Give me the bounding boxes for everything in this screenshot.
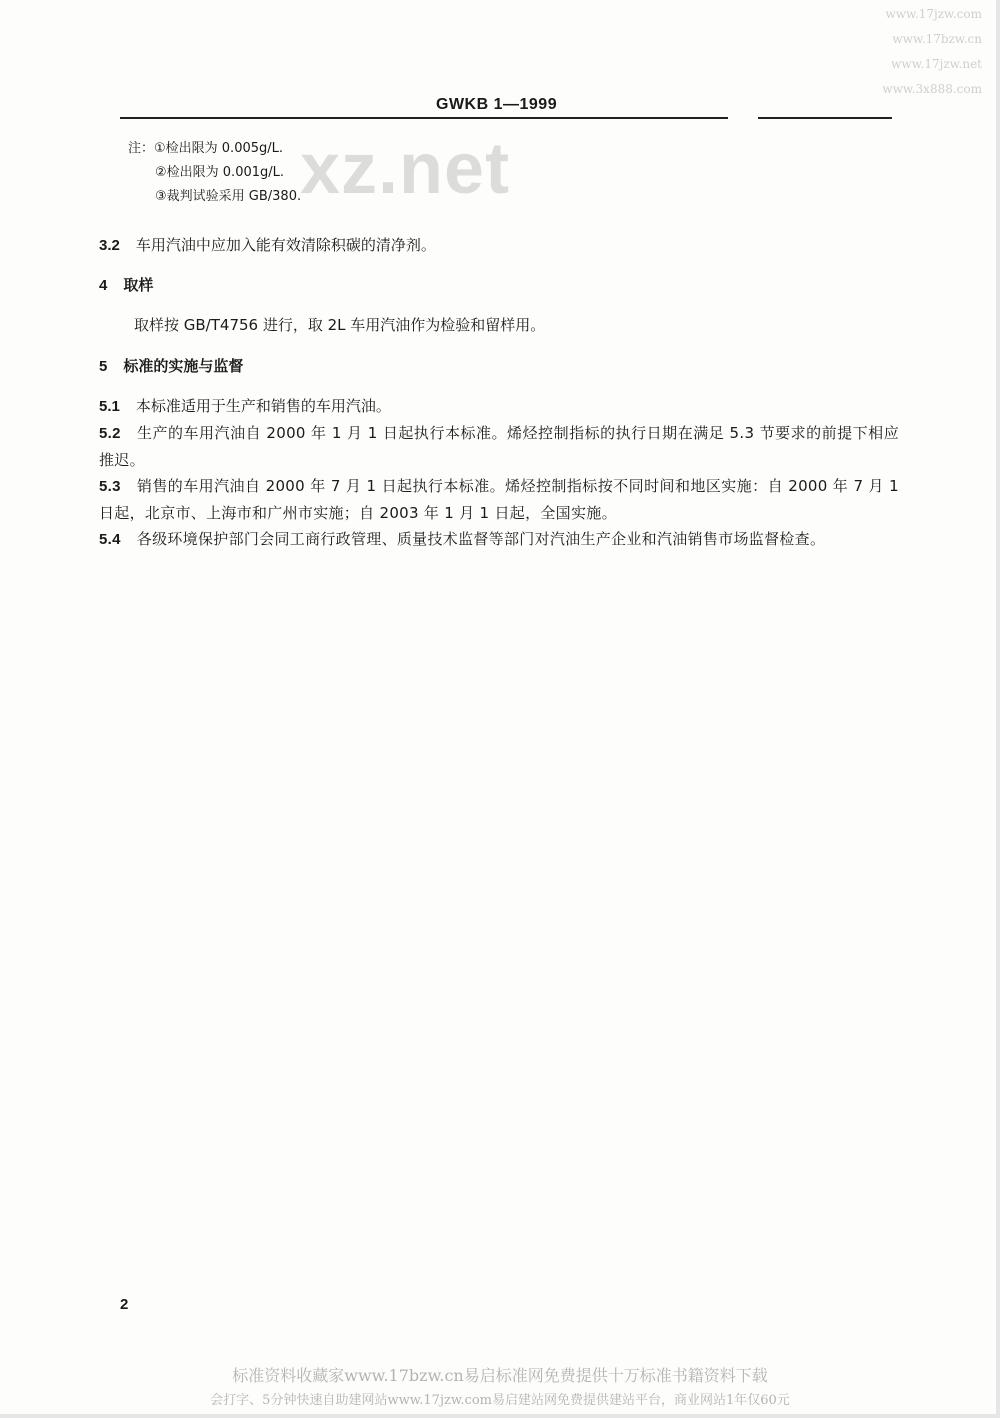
document-code: GWKB 1—1999 <box>436 96 558 113</box>
footer-watermark-line: 会打字、5分钟快速自助建网站www.17jzw.com易启建站网免费提供建站平台，商业网站1年仅60元 <box>210 1393 790 1408</box>
clause-text: 销售的车用汽油自 2000 年 7 月 1 日起执行本标准。烯烃控制指标按不同时间和地区实施：自 2000 年 7 月 1 日起，北京市、上海市和广州市实施；自 2003 年 1 月 1 日起，全国实施。 <box>99 477 899 522</box>
clause-number: 5.4 <box>99 531 121 548</box>
header-rule <box>120 117 728 119</box>
section-number: 4 <box>99 277 108 294</box>
watermark-links <box>882 2 982 102</box>
section-title: 标准的实施与监督 <box>123 357 244 375</box>
clause-text: 本标准适用于生产和销售的车用汽油。 <box>135 397 391 415</box>
clause-number: 5.1 <box>99 398 120 415</box>
clause-5-3 <box>99 473 899 526</box>
clause-number: 5.3 <box>99 478 121 495</box>
clause-5-4 <box>99 526 899 553</box>
watermark-link: www.17jzw.com <box>885 7 982 21</box>
footer-watermark-line: 标准资料收藏家www.17bzw.cn易启标准网免费提供十万标准书籍资料下载 <box>232 1366 768 1385</box>
clause-text: 车用汽油中应加入能有效清除积碳的清净剂。 <box>135 236 436 254</box>
page-number: 2 <box>120 1296 129 1313</box>
clause-5-1 <box>99 393 391 420</box>
section-heading-4 <box>99 272 153 299</box>
section-heading-5 <box>99 353 243 380</box>
clause-text: 生产的车用汽油自 2000 年 1 月 1 日起执行本标准。烯烃控制指标的执行日期在满足 5.3 节要求的前提下相应推迟。 <box>99 424 899 469</box>
clause-5-2 <box>99 420 899 473</box>
section-4-text: 取样按 GB/T4756 进行，取 2L 车用汽油作为检验和留样用。 <box>134 316 546 334</box>
watermark-link: www.3x888.com <box>882 82 982 96</box>
table-note: ③裁判试验采用 GB/380. <box>155 189 302 204</box>
header-rule <box>758 117 892 119</box>
watermark-link: www.17bzw.cn <box>892 32 982 46</box>
watermark-link: www.17jzw.net <box>891 57 982 71</box>
clause-text: 各级环境保护部门会同工商行政管理、质量技术监督等部门对汽油生产企业和汽油销售市场监督检查。 <box>136 530 826 548</box>
table-note: 注：①检出限为 0.005g/L. <box>128 141 284 156</box>
center-watermark: xz.net <box>300 129 511 209</box>
table-note: ②检出限为 0.001g/L. <box>155 165 285 180</box>
section-title: 取样 <box>123 276 154 294</box>
clause-number: 5.2 <box>99 425 121 442</box>
clause-number: 3.2 <box>99 237 120 254</box>
section-number: 5 <box>99 358 108 375</box>
clause-3-2 <box>99 232 436 259</box>
